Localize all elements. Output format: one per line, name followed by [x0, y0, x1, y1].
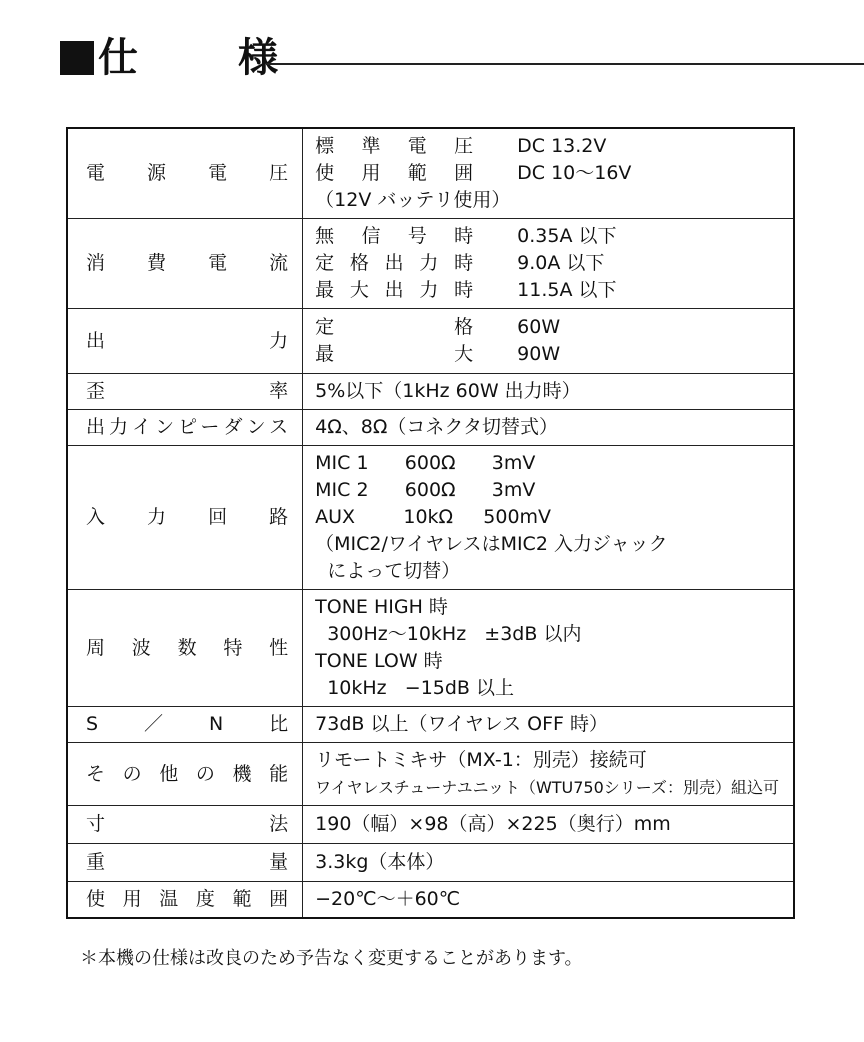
- spec-value-line: TONE LOW 時: [315, 650, 443, 672]
- spec-value-cell: [303, 844, 794, 882]
- spec-subvalue: 0.35A 以下: [517, 225, 617, 247]
- spec-value-cell: [303, 410, 794, 446]
- spec-label-cell: [67, 128, 303, 219]
- spec-label: 消費電流: [86, 252, 289, 274]
- spec-value-line: リモートミキサ（MX-1：別売）接続可: [315, 749, 647, 771]
- spec-value-cell: [303, 219, 794, 309]
- spec-label-cell: [67, 590, 303, 707]
- spec-row: [67, 882, 794, 919]
- spec-subvalue: DC 13.2V: [517, 135, 607, 157]
- spec-sublabel: 定格出力時: [315, 252, 474, 274]
- spec-subvalue: 90W: [517, 343, 561, 365]
- spec-value-line: −20℃〜＋60℃: [315, 888, 461, 910]
- spec-value-line: 5%以下（1kHz 60W 出力時）: [315, 380, 581, 402]
- spec-sublabel: 定格: [315, 316, 474, 338]
- spec-label: 出力インピーダンス: [86, 416, 289, 438]
- spec-subrow: [315, 160, 779, 187]
- spec-value-line: MIC 1 600Ω 3mV: [315, 452, 536, 474]
- spec-sublabel: 最大: [315, 343, 474, 365]
- footnote: ＊本機の仕様は改良のため予告なく変更することがあります。: [80, 948, 583, 969]
- spec-label-cell: [67, 410, 303, 446]
- spec-value-line: TONE HIGH 時: [315, 596, 448, 618]
- spec-row: [67, 590, 794, 707]
- spec-label: 寸法: [86, 813, 289, 835]
- spec-row: [67, 707, 794, 743]
- spec-label: 周波数特性: [86, 636, 289, 659]
- spec-label-cell: [67, 446, 303, 590]
- spec-label-cell: [67, 309, 303, 374]
- spec-value-cell: [303, 806, 794, 844]
- spec-sublabel: 標準電圧: [315, 135, 474, 157]
- spec-sublabel: 無信号時: [315, 225, 474, 247]
- spec-row: [67, 128, 794, 219]
- spec-table: [66, 127, 795, 919]
- spec-row: [67, 219, 794, 309]
- black-square-icon: [60, 41, 94, 75]
- spec-value-cell: [303, 128, 794, 219]
- spec-value-cell: [303, 309, 794, 374]
- spec-row: [67, 374, 794, 410]
- spec-value-line: 4Ω、8Ω（コネクタ切替式）: [315, 416, 558, 438]
- spec-subvalue: 9.0A 以下: [517, 252, 605, 274]
- spec-label: 入力回路: [86, 506, 289, 528]
- spec-label-cell: [67, 219, 303, 309]
- heading-rule: [266, 63, 864, 65]
- spec-label-cell: [67, 374, 303, 410]
- spec-value-line: 10kHz −15dB 以上: [315, 677, 515, 699]
- spec-value-line: ワイヤレスチューナユニット（WTU750シリーズ：別売）組込可: [315, 778, 779, 797]
- spec-value-cell: [303, 707, 794, 743]
- spec-value-line: 3.3kg（本体）: [315, 851, 445, 873]
- spec-label: 出力: [86, 329, 289, 352]
- spec-label: 歪率: [86, 380, 289, 402]
- spec-value-line: によって切替）: [315, 560, 461, 582]
- spec-sublabel: 使用範囲: [315, 162, 474, 184]
- spec-row: [67, 410, 794, 446]
- spec-row: [67, 806, 794, 844]
- spec-subrow: [315, 133, 779, 160]
- spec-value-cell: [303, 374, 794, 410]
- spec-row: [67, 309, 794, 374]
- section-title: 仕 様: [98, 35, 308, 81]
- spec-subrow: [315, 250, 779, 277]
- spec-label: 電源電圧: [86, 162, 289, 184]
- spec-subrow: [315, 223, 779, 250]
- spec-label-cell: [67, 882, 303, 919]
- spec-value-cell: [303, 743, 794, 806]
- spec-row: [67, 844, 794, 882]
- spec-value-line: 300Hz〜10kHz ±3dB 以内: [315, 623, 582, 645]
- spec-value-line: 73dB 以上（ワイヤレス OFF 時）: [315, 713, 609, 735]
- spec-label-cell: [67, 743, 303, 806]
- spec-label-cell: [67, 707, 303, 743]
- spec-subvalue: 60W: [517, 316, 561, 338]
- spec-label: S／N比: [86, 713, 289, 735]
- spec-value-line: （MIC2/ワイヤレスはMIC2 入力ジャック: [315, 533, 668, 555]
- spec-subvalue: DC 10〜16V: [517, 162, 632, 184]
- spec-value-line: 190（幅）×98（高）×225（奥行）mm: [315, 813, 671, 835]
- section-heading: [60, 35, 308, 81]
- spec-row: [67, 446, 794, 590]
- spec-value-cell: [303, 882, 794, 919]
- spec-sublabel: 最大出力時: [315, 279, 474, 301]
- spec-value-line: AUX 10kΩ 500mV: [315, 506, 552, 528]
- spec-label: 使用温度範囲: [86, 888, 289, 910]
- spec-subrow: [315, 314, 779, 341]
- spec-label: その他の機能: [86, 762, 289, 785]
- spec-subvalue: 11.5A 以下: [517, 279, 617, 301]
- spec-label-cell: [67, 806, 303, 844]
- spec-value-line: （12V バッテリ使用）: [315, 189, 511, 211]
- spec-value-cell: [303, 590, 794, 707]
- spec-value-line: MIC 2 600Ω 3mV: [315, 479, 536, 501]
- spec-subrow: [315, 277, 779, 304]
- spec-row: [67, 743, 794, 806]
- spec-label-cell: [67, 844, 303, 882]
- spec-label: 重量: [86, 851, 289, 873]
- spec-value-cell: [303, 446, 794, 590]
- spec-subrow: [315, 341, 779, 368]
